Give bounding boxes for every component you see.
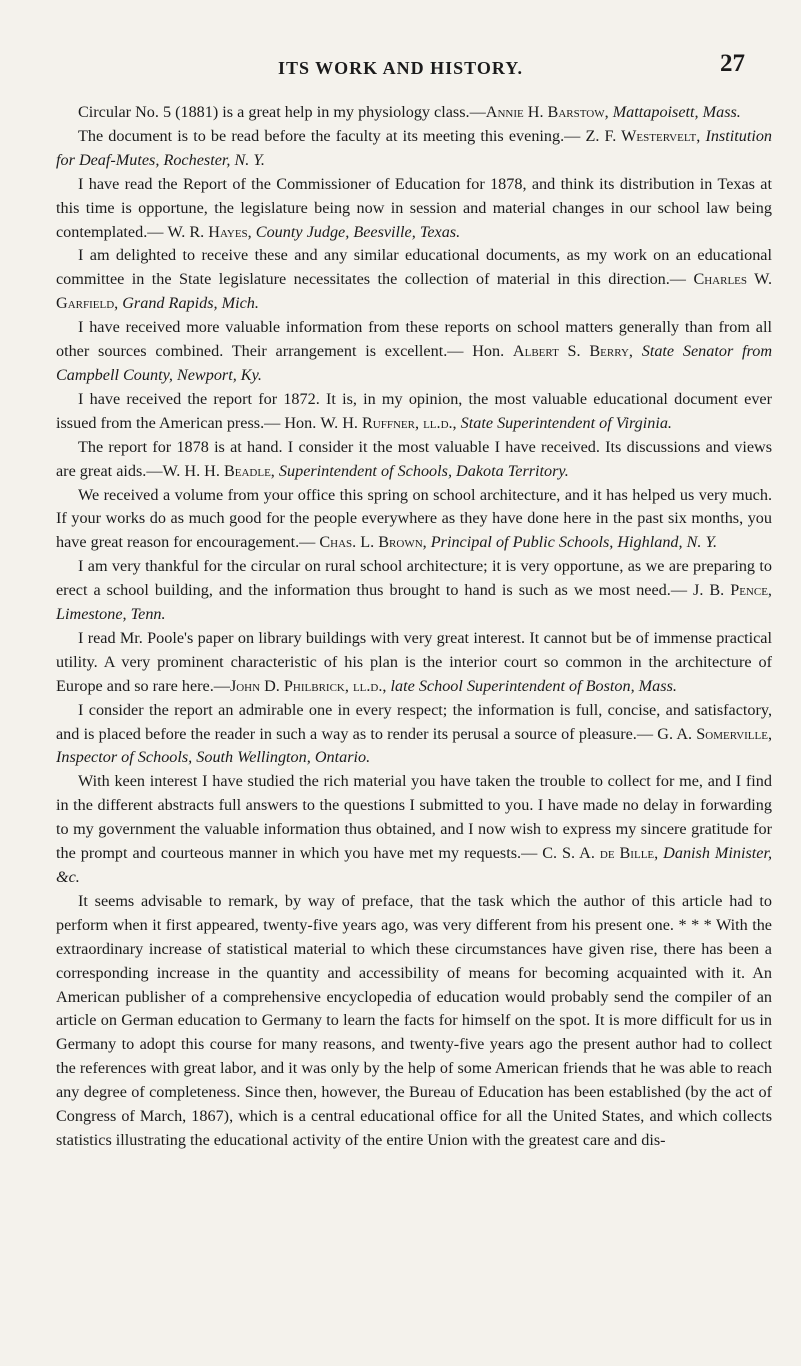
testimonial-paragraph: The report for 1878 is at hand. I consider it the most valuable I have received. Its discussions and views are great aids.—W. H. H. Beadle, Superintendent of Schools, Dakota Territory. [56,437,772,480]
page-number: 27 [720,50,745,77]
testimonial-paragraph: I have received the report for 1872. It is, in my opinion, the most valuable educational document ever issued from the American press.— Hon. W. H. Ruffner, ll.d., State Superintendent of Virginia. [56,389,772,432]
author-affiliation: late School Superintendent of Boston, Mass. [390,676,677,695]
author-name: W. H. H. Beadle, [162,461,275,480]
testimonial-paragraph: I am delighted to receive these and any similar educational documents, as my work on an educational committee in the State legislature necessitates the collection of material in this direction.— Charles W. Garfield, Grand Rapids, Mich. [56,246,772,313]
author-affiliation: Institution for Deaf-Mutes, Rochester, N. Y. [56,126,773,169]
testimonial-paragraph: I have read the Report of the Commissioner of Education for 1878, and think its distribution in Texas at this time is opportune, the legislature being now in session and material changes in our school law being contemplated.— W. R. Hayes, County Judge, Beesville, Texas. [56,174,772,241]
quoted-paragraph: It seems advisable to remark, by way of preface, that the task which the author of this article had to perform when it first appeared, twenty-five years ago, was very different from his present one. * * * With the extraordinary increase of statistical material to which these circumstances have given rise, there has been a corresponding increase in the quantity and accessibility of means for becoming acquainted with it. An American publisher of a comprehensive encyclopedia of education would probably send the compiler of an article on German education to Germany to learn the facts for himself on the spot. It is more difficult for us in Germany to adopt this course for many reasons, and twenty-five years ago the present author had to collect the references with great labor, and it was only by the help of some American friends that he was able to reach any degree of completeness. Since then, however, the Bureau of Education has been established (by the act of Congress of March, 1867), which is a central educational office for all the United States, and which collects statistics illustrating the educational activity of the entire Union with the greatest care and dis- [56,891,772,1149]
author-affiliation: Principal of Public Schools, Highland, N. Y. [430,533,718,552]
body-text [56,101,772,1153]
author-name: John D. Philbrick, ll.d., [229,676,387,695]
author-affiliation: Inspector of Schools, South Wellington, Ontario. [56,748,371,767]
author-affiliation: State Superintendent of Virginia. [460,413,672,432]
testimonial-paragraph: We received a volume from your office this spring on school architecture, and it has helped us very much. If your works do as much good for the people everywhere as they have done here in the past six months, you have great reason for encouragement.— Chas. L. Brown, Principal of Public Schools, Highland, N. Y. [56,485,772,552]
author-affiliation: Superintendent of Schools, Dakota Territory. [278,461,569,480]
author-name: Chas. L. Brown, [319,533,427,552]
author-name: C. S. A. de Bille, [542,844,659,863]
testimonial-paragraph: I am very thankful for the circular on rural school architecture; it is very opportune, as we are preparing to erect a school building, and the information thus brought to hand is such as we most need.— J. B. Pence, Limestone, Tenn. [56,557,772,624]
page-header [0,50,801,86]
author-affiliation: Danish Minister, &c. [56,844,772,886]
author-name: Annie H. Barstow, [485,103,609,121]
author-name: J. B. Pence, [693,581,772,600]
testimonial-paragraph: I read Mr. Poole's paper on library buildings with very great interest. It cannot but be of immense practical utility. A very prominent characteristic of his plan is the interior court so common in the architecture of Europe and so rare here.—John D. Philbrick, ll.d., late School Superintendent of Boston, Mass. [56,628,772,695]
author-affiliation: Grand Rapids, Mich. [122,294,259,313]
author-name: W. H. Ruffner, ll.d., [320,413,457,432]
author-name: Charles W. Garfield, [56,270,772,313]
testimonial-paragraph: With keen interest I have studied the rich material you have taken the trouble to collect for me, and I find in the different abstracts full answers to the questions I submitted to you. I have made no delay in forwarding to my government the valuable information thus obtained, and I now wish to express my sincere gratitude for the prompt and courteous manner in which you have met my requests.— C. S. A. de Bille, Danish Minister, &c. [56,772,772,886]
testimonial-paragraph: I consider the report an admirable one in every respect; the information is full, concise, and satisfactory, and is placed before the reader in such a way as to render its perusal a source of pleasure.— G. A. Somerville, Inspector of Schools, South Wellington, Ontario. [56,700,773,767]
author-name: G. A. Somerville, [657,724,773,743]
author-affiliation: County Judge, Beesville, Texas. [255,222,461,241]
author-name: Albert S. Berry, [512,342,633,361]
testimonial-paragraph: Circular No. 5 (1881) is a great help in my physiology class.—Annie H. Barstow, Mattapoisett, Mass. [78,103,741,121]
testimonial-paragraph: I have received more valuable information from these reports on school matters generally than from all other sources combined. Their arrangement is excellent.— Hon. Albert S. Berry, State Senator from Campbell County, Newport, Ky. [56,318,773,384]
author-affiliation: State Senator from Campbell County, Newport, Ky. [56,342,773,384]
testimonial-paragraph: The document is to be read before the faculty at its meeting this evening.— Z. F. Westervelt, Institution for Deaf-Mutes, Rochester, N. Y. [56,126,773,169]
author-name: W. R. Hayes, [167,222,252,241]
author-affiliation: Mattapoisett, Mass. [612,103,741,121]
author-name: Z. F. Westervelt, [585,126,701,145]
running-head: ITS WORK AND HISTORY. [277,58,524,78]
author-affiliation: Limestone, Tenn. [56,605,166,624]
